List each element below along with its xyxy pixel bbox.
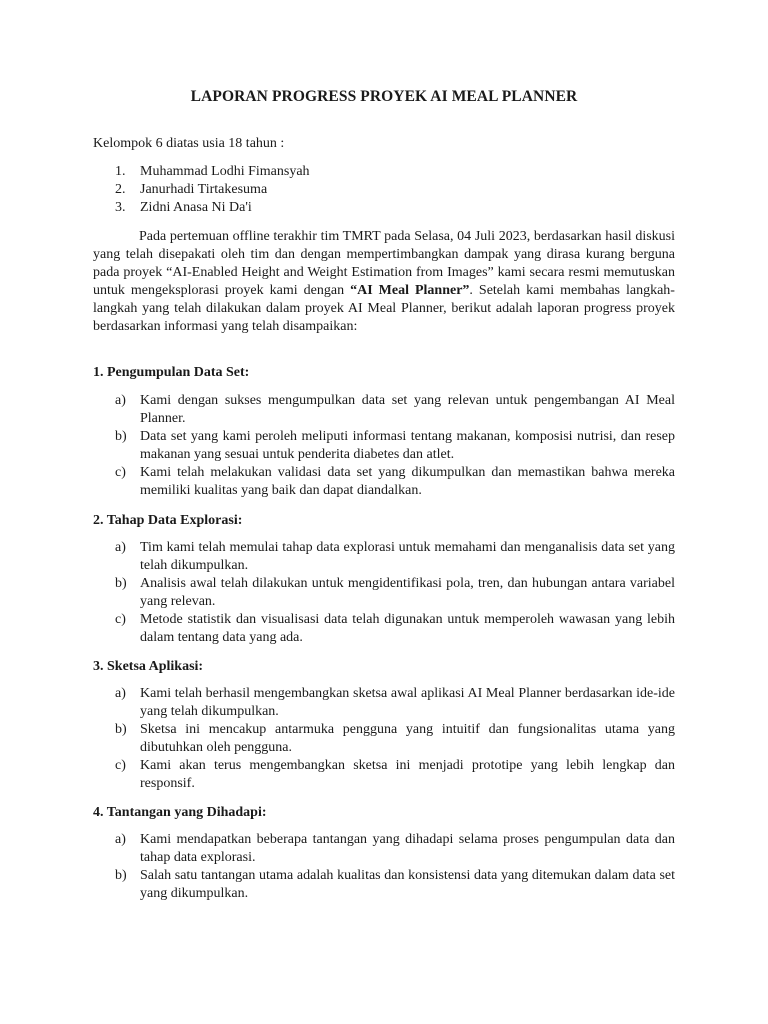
item-label: b) [115,722,127,737]
project-name: “AI Meal Planner” [350,283,470,298]
member-item [115,163,310,181]
item-label: b) [115,429,127,444]
document-title: LAPORAN PROGRESS PROYEK AI MEAL PLANNER [190,88,578,105]
section-items [115,392,675,500]
item-label: a) [115,686,126,701]
member-number: 2. [115,182,126,197]
item-text: Analisis awal telah dilakukan untuk mengidentifikasi pola, tren, dan hubungan antara variabel yang relevan. [140,576,675,609]
section-heading: 3. Sketsa Aplikasi: [93,659,204,674]
item-label: c) [115,465,126,480]
list-item [115,539,675,575]
list-item [115,831,675,867]
section-heading: 2. Tahap Data Explorasi: [93,513,243,528]
body-paragraph [93,228,675,336]
member-number: 3. [115,200,126,215]
item-text: Tim kami telah memulai tahap data explorasi untuk memahami dan menganalisis data set yang telah dikumpulkan. [140,540,675,573]
list-item [115,757,675,793]
group-intro: Kelompok 6 diatas usia 18 tahun : [93,136,285,151]
list-item [115,721,675,757]
list-item [115,464,675,500]
list-item [115,685,675,721]
item-label: c) [115,758,126,773]
member-name: Muhammad Lodhi Fimansyah [140,164,310,179]
member-item [115,181,310,199]
item-text: Sketsa ini mencakup antarmuka pengguna yang intuitif dan fungsionalitas utama yang dibutuhkan oleh pengguna. [140,722,675,755]
section-items [115,831,675,903]
member-name: Janurhadi Tirtakesuma [140,182,268,197]
member-item [115,199,310,217]
item-label: b) [115,576,127,591]
item-label: a) [115,393,126,408]
list-item [115,611,675,647]
item-label: c) [115,612,126,627]
item-label: a) [115,540,126,555]
item-text: Kami telah berhasil mengembangkan sketsa awal aplikasi AI Meal Planner berdasarkan ide-ide yang telah dikumpulkan. [140,686,675,719]
item-label: b) [115,868,127,883]
item-label: a) [115,832,126,847]
list-item [115,392,675,428]
paragraph-text: Pada pertemuan offline terakhir tim TMRT pada Selasa, 04 Juli 2023, berdasarkan hasil diskusi yang telah disepakati oleh tim dan dengan mempertimbangkan dampak yang dirasa kurang berguna pada proyek “AI-Enabled Height and Weight Estimation from Images” kami secara resmi memutuskan untuk mengeksplorasi proyek kami dengan [93,229,675,298]
section-heading: 4. Tantangan yang Dihadapi: [93,805,267,820]
member-list [115,163,310,217]
list-item [115,575,675,611]
item-text: Kami mendapatkan beberapa tantangan yang dihadapi selama proses pengumpulan data dan tahap data explorasi. [140,832,675,865]
paragraph-text: . Setelah kami membahas langkah-langkah yang telah dilakukan dalam proyek AI Meal Planner, berikut adalah laporan progress proyek berdasarkan informasi yang telah disampaikan: [93,283,675,334]
item-text: Salah satu tantangan utama adalah kualitas dan konsistensi data yang ditemukan dalam data set yang dikumpulkan. [140,868,675,901]
section-items [115,539,675,647]
item-text: Metode statistik dan visualisasi data telah digunakan untuk memperoleh wawasan yang lebih dalam tentang data yang ada. [140,612,675,645]
item-text: Kami dengan sukses mengumpulkan data set yang relevan untuk pengembangan AI Meal Planner. [140,393,675,426]
section-heading: 1. Pengumpulan Data Set: [93,365,250,380]
item-text: Data set yang kami peroleh meliputi informasi tentang makanan, komposisi nutrisi, dan resep makanan yang sesuai untuk penderita diabetes dan atlet. [140,429,675,462]
item-text: Kami akan terus mengembangkan sketsa ini menjadi prototipe yang lebih lengkap dan responsif. [140,758,675,791]
list-item [115,867,675,903]
member-number: 1. [115,164,126,179]
section-items [115,685,675,793]
item-text: Kami telah melakukan validasi data set yang dikumpulkan dan memastikan bahwa mereka memiliki kualitas yang baik dan dapat diandalkan. [140,465,675,498]
list-item [115,428,675,464]
member-name: Zidni Anasa Ni Da'i [140,200,252,215]
